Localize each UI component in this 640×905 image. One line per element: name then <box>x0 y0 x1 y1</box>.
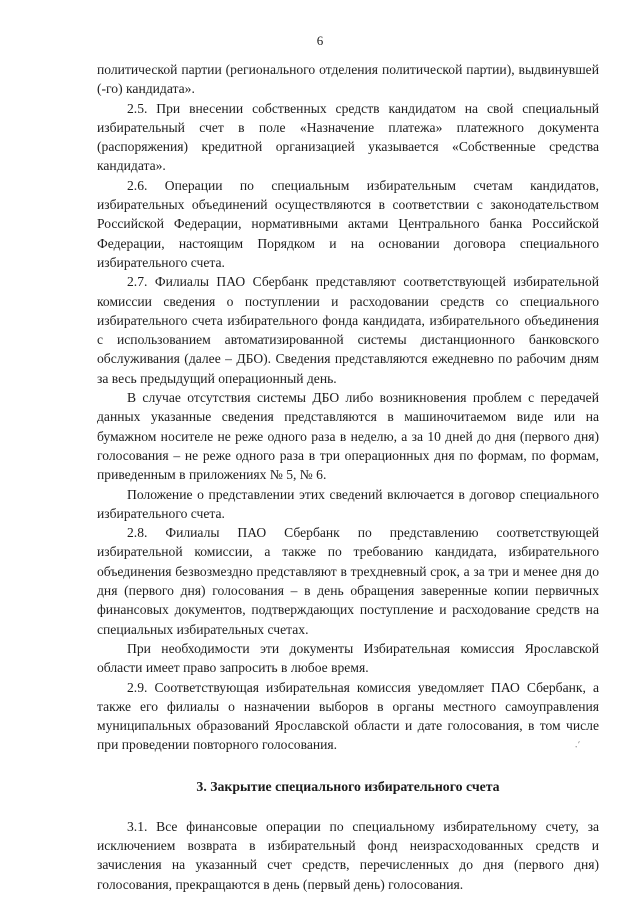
paragraph-2-7-dbo-absence: В случае отсутствия системы ДБО либо возникновения проблем с передачей данных указанные сведения представляются в машиночитаемом виде или на бумажном носителе не реже одного раза в неделю, а за 10 дней до дня (первого дня) голосования – не реже одного раза в три операционных дня по формам, по формам, приведенным в приложениях № 5, № 6. <box>97 390 599 483</box>
section-3-title: 3. Закрытие специального избирательного счета <box>196 778 500 794</box>
paragraph-continuation: политической партии (регионального отделения политической партии), выдвинувшей (-го) кандидата». <box>97 62 599 97</box>
scan-artifact-mark: ·´ <box>573 741 584 753</box>
paragraph-2-9: 2.9. Соответствующая избирательная комиссия уведомляет ПАО Сбербанк, а также его филиалы о назначении выборов в органы местного самоуправления муниципальных образований Ярославской области и дате голосования, в том числе при проведении повторного голосования. <box>97 679 599 753</box>
paragraph-3-1: 3.1. Все финансовые операции по специальному избирательному счету, за исключением возврата в избирательный фонд неизрасходованных средств и зачисления на указанный счет средств, перечисленных до дня (первого дня) голосования, прекращаются в день (первый день) голосования. <box>97 818 599 892</box>
paragraph-2-8-request-right: При необходимости эти документы Избирательная комиссия Ярославской области имеет право запросить в любое время. <box>97 640 599 676</box>
document-body <box>97 60 599 894</box>
paragraph-2-7: 2.7. Филиалы ПАО Сбербанк представляют соответствующей избирательной комиссии сведения о поступлении и расходовании средств со специального избирательного счета избирательного фонда кандидата, избирательного объединения с использованием автоматизированной системы дистанционного банковского обслуживания (далее – ДБО). Сведения представляются ежедневно по рабочим дням за весь предыдущий операционный день. <box>97 274 599 386</box>
paragraph-2-8: 2.8. Филиалы ПАО Сбербанк по представлению соответствующей избирательной комиссии, а также по требованию кандидата, избирательного объединения безвозмездно представляют в трехдневный срок, а за три и менее дня до дня (первого дня) голосования – в день обращения заверенные копии первичных финансовых документов, подтверждающих поступление и расходование средств на специальных избирательных счетах. <box>97 525 599 637</box>
page-number: 6 <box>316 33 324 48</box>
paragraph-2-5: 2.5. При внесении собственных средств кандидатом на свой специальный избирательный счет в поле «Назначение платежа» платежного документа (распоряжения) кредитной организацией указывается «Собственные средства кандидата». <box>97 100 599 174</box>
paragraph-2-6: 2.6. Операции по специальным избирательным счетам кандидатов, избирательных объединений осуществляются в соответствии с законодательством Российской Федерации, нормативными актами Центрального банка Российской Федерации, настоящим Порядком и на основании договора специального избирательного счета. <box>97 177 599 270</box>
paragraph-2-7-contract-clause: Положение о представлении этих сведений включается в договор специального избирательного счета. <box>97 486 599 521</box>
